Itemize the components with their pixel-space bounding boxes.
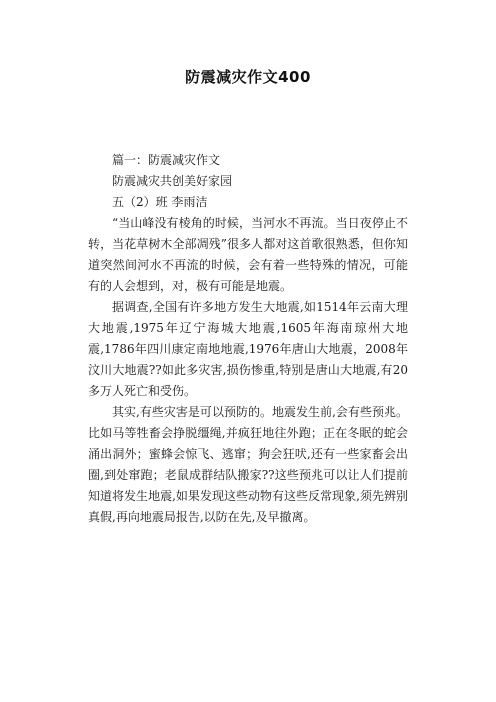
document-title: 防震减灾作文400 — [185, 68, 311, 86]
paragraph-1: “当山峰没有棱角的时候，当河水不再流。当日夜停止不转，当花草树木全部凋残”很多人都对这首歌很熟悉，但你知道突然间河水不再流的时候，会有着一些特殊的情况，可能有的人会想到，对，极有可能是地震。 — [88, 216, 408, 293]
document-body — [88, 150, 408, 528]
paragraph-3: 其实,有些灾害是可以预防的。地震发生前,会有些预兆。比如马等牲畜会挣脱缰绳,并疯狂地往外跑；正在冬眠的蛇会涌出洞外；蜜蜂会惊飞、逃窜；狗会狂吠,还有一些家畜会出圈,到处窜跑；老鼠成群结队搬家??这些预兆可以让人们提前知道将发生地震,如果发现这些动物有这些反常现象,须先辨别真假,再向地震局报告,以防在先,及早撤离。 — [88, 405, 408, 524]
essay-title: 防震减灾共创美好家园 — [112, 174, 233, 188]
section-heading: 篇一：防震减灾作文 — [112, 153, 221, 167]
author-line: 五（2）班 李雨洁 — [112, 195, 208, 209]
paragraph-2: 据调查,全国有许多地方发生大地震,如1514年云南大理大地震,1975年辽宁海城大地震,1605年海南琼州大地震,1786年四川康定南地地震,1976年唐山大地震，2008年汶川大地震??如此多灾害,损伤惨重,特别是唐山大地震,有20多万人死亡和受伤。 — [88, 300, 408, 398]
